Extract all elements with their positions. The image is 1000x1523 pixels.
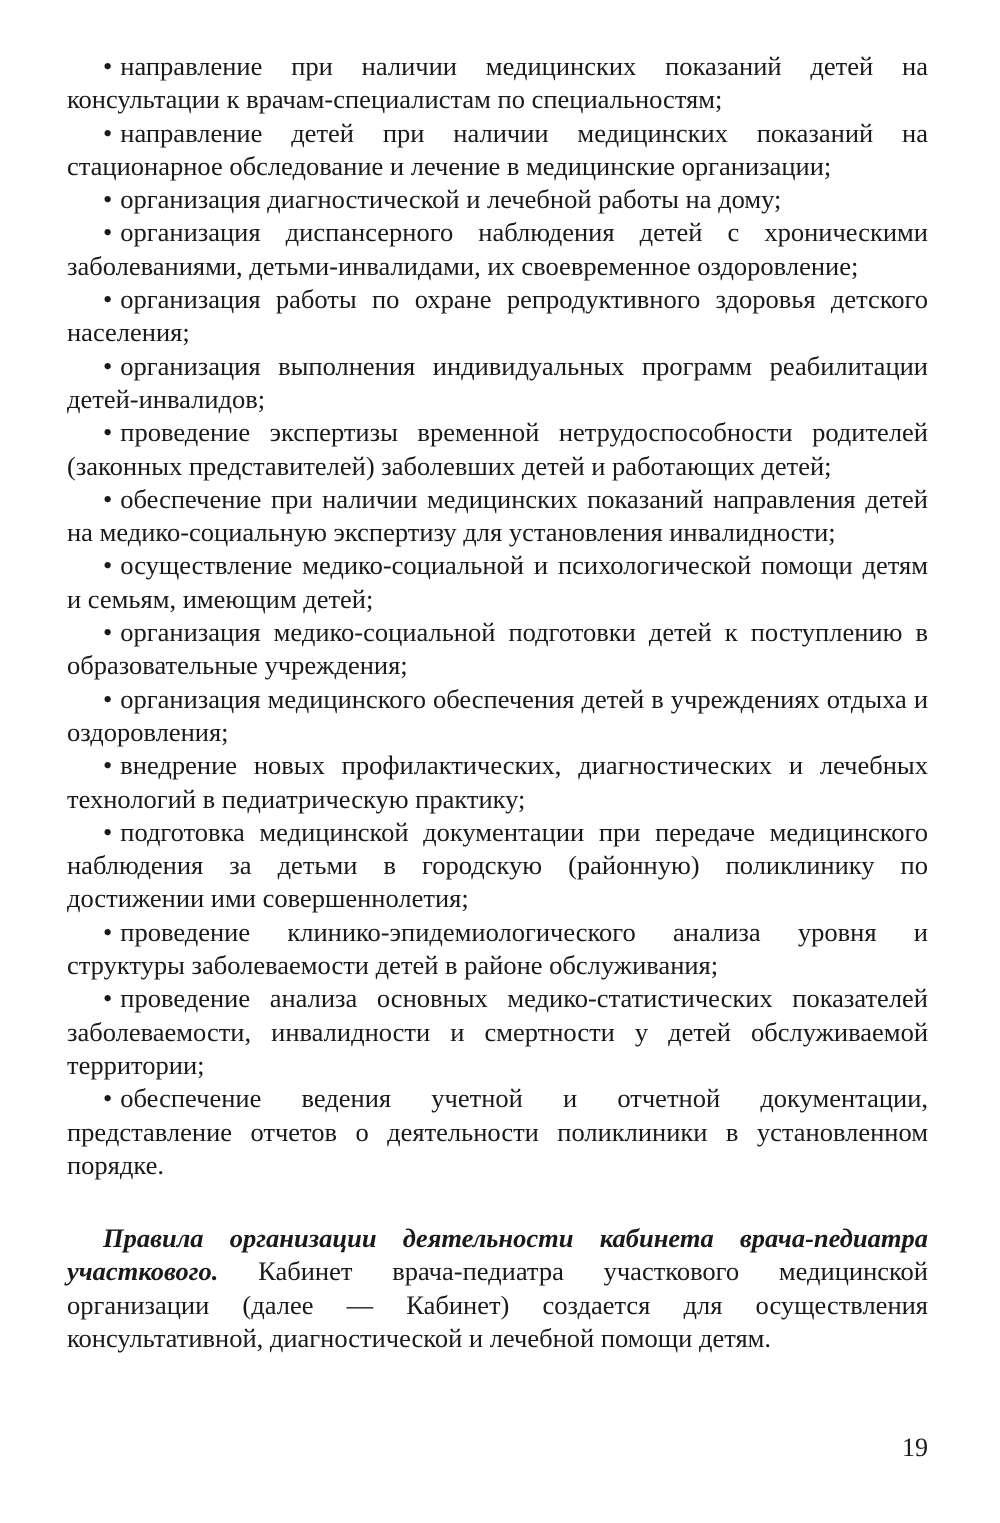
list-item-text: проведение клинико-эпидемиологического анализа уровня и структуры заболеваемости детей в районе обслуживания; bbox=[67, 916, 928, 981]
bullet-icon: • bbox=[103, 417, 113, 448]
list-item-text: организация работы по охране репродуктивного здоровья детского населения; bbox=[67, 284, 928, 348]
list-item bbox=[67, 683, 928, 750]
bullet-icon: • bbox=[103, 217, 113, 248]
list-item-text: направление при наличии медицинских показаний детей на консультации к врачам-специалистам по специальностям; bbox=[67, 51, 928, 115]
bullet-icon: • bbox=[103, 184, 113, 215]
bullet-icon: • bbox=[103, 983, 113, 1014]
list-item bbox=[67, 50, 928, 117]
list-item bbox=[67, 616, 928, 683]
list-item-text: организация диспансерного наблюдения детей с хроническими заболеваниями, детьми-инвалидами, их своевременное оздоровление; bbox=[67, 217, 928, 281]
list-item bbox=[67, 749, 928, 816]
section-heading: Правила организации деятельности кабинета врача-педиатра участкового. bbox=[67, 1223, 928, 1287]
list-item-text: направление детей при наличии медицинских показаний на стационарное обследование и лечение в медицинские организации; bbox=[67, 117, 928, 181]
section-paragraph bbox=[67, 1222, 928, 1355]
section-text: Кабинет врача-педиатра участкового медицинской организации (далее — Кабинет) создается для осуществления консультативной, диагностической и лечебной помощи детям. bbox=[67, 1256, 928, 1353]
list-item bbox=[67, 1082, 928, 1182]
list-item bbox=[67, 916, 928, 983]
bullet-icon: • bbox=[103, 750, 113, 781]
list-item-text: проведение анализа основных медико-статистических показателей заболеваемости, инвалидности и смертности у детей обслуживаемой территории; bbox=[67, 983, 928, 1080]
list-item-text: подготовка медицинской документации при передаче медицинского наблюдения за детьми в городскую (районную) поликлинику по достижении ими совершеннолетия; bbox=[67, 816, 928, 914]
list-item-text: проведение экспертизы временной нетрудоспособности родителей (законных представителей) заболевших детей и работающих детей; bbox=[67, 417, 928, 481]
list-item bbox=[67, 216, 928, 283]
list-item-text: внедрение новых профилактических, диагностических и лечебных технологий в педиатрическую практику; bbox=[67, 750, 928, 814]
bullet-icon: • bbox=[103, 350, 113, 381]
bullet-icon: • bbox=[103, 617, 113, 648]
list-item bbox=[67, 117, 928, 184]
bullet-icon: • bbox=[103, 284, 113, 315]
list-item-text: организация медицинского обеспечения детей в учреждениях отдыха и оздоровления; bbox=[67, 683, 928, 747]
bullet-icon: • bbox=[103, 550, 113, 581]
bullet-icon: • bbox=[103, 916, 113, 947]
list-item bbox=[67, 283, 928, 350]
list-item-text: организация медико-социальной подготовки детей к поступлению в образовательные учреждения; bbox=[67, 617, 928, 681]
list-item-text: обеспечение при наличии медицинских показаний направления детей на медико-социальную экспертизу для установления инвалидности; bbox=[67, 483, 928, 548]
list-item bbox=[67, 982, 928, 1082]
bullet-icon: • bbox=[103, 1083, 113, 1114]
list-item-text: организация диагностической и лечебной работы на дому; bbox=[120, 184, 782, 215]
list-item bbox=[67, 416, 928, 483]
bullet-icon: • bbox=[103, 816, 113, 847]
list-item-text: обеспечение ведения учетной и отчетной документации, представление отчетов о деятельности поликлиники в установленном порядке. bbox=[67, 1083, 928, 1180]
list-item-text: осуществление медико-социальной и психологической помощи детям и семьям, имеющим детей; bbox=[67, 550, 928, 614]
bullet-icon: • bbox=[103, 683, 113, 714]
bullet-icon: • bbox=[103, 51, 113, 81]
bullet-list bbox=[67, 50, 928, 1182]
list-item bbox=[67, 483, 928, 550]
bullet-icon: • bbox=[103, 483, 113, 514]
page-number: 19 bbox=[902, 1433, 928, 1462]
list-item bbox=[67, 816, 928, 916]
bullet-icon: • bbox=[103, 117, 113, 148]
list-item bbox=[67, 549, 928, 616]
list-item-text: организация выполнения индивидуальных программ реабилитации детей-инвалидов; bbox=[67, 350, 928, 414]
list-item bbox=[67, 183, 928, 216]
list-item bbox=[67, 350, 928, 417]
